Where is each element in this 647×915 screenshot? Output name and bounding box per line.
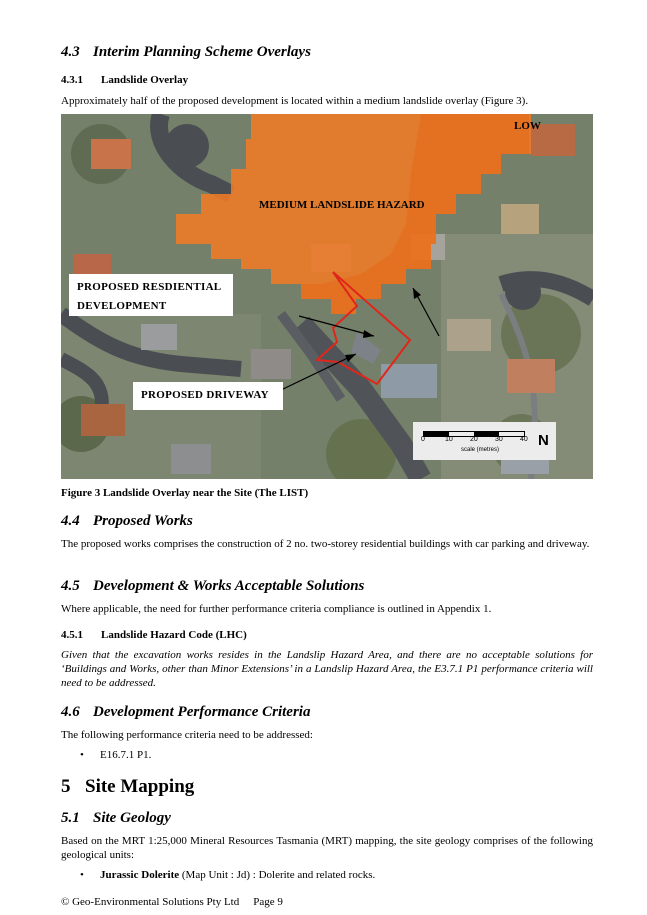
subsection-heading-4-3-1 <box>61 74 188 86</box>
subsection-title: Landslide Hazard Code (LHC) <box>101 629 247 641</box>
scale-tick: 40 <box>520 436 528 443</box>
bullet-text: E16.7.1 P1. <box>100 749 152 761</box>
paragraph-criteria: The following performance criteria need to be addressed: <box>61 729 313 741</box>
section-title: Development & Works Acceptable Solutions <box>93 578 365 594</box>
section-heading-4-6 <box>61 704 310 721</box>
development-label-box <box>69 274 233 316</box>
medium-hazard-label: MEDIUM LANDSLIDE HAZARD <box>259 199 425 211</box>
scale-tick: 20 <box>470 436 478 443</box>
development-label-line2: DEVELOPMENT <box>77 300 167 312</box>
section-heading-5 <box>61 776 194 798</box>
section-title: Interim Planning Scheme Overlays <box>93 44 311 60</box>
development-label-line1: PROPOSED RESDIENTIAL <box>77 281 222 293</box>
paragraph-works: The proposed works comprises the construction of 2 no. two-storey residential buildings with car parking and driveway. <box>61 538 590 550</box>
bullet-text: (Map Unit : Jd) : Dolerite and related rocks. <box>179 869 376 881</box>
footer-page-number: Page 9 <box>253 896 283 908</box>
section-title: Development Performance Criteria <box>93 704 311 720</box>
bullet-text-bold: Jurassic Dolerite <box>100 869 180 881</box>
section-title: Site Mapping <box>85 776 195 797</box>
page-footer <box>61 896 283 908</box>
list-item <box>80 749 151 761</box>
section-heading-5-1 <box>61 810 171 827</box>
north-symbol: N <box>538 432 549 449</box>
subsection-number: 4.3.1 <box>61 74 83 86</box>
paragraph-landslide: Approximately half of the proposed development is located within a medium landslide overlay (Figure 3). <box>61 95 529 107</box>
section-title: Proposed Works <box>93 513 193 529</box>
driveway-label: PROPOSED DRIVEWAY <box>141 389 269 401</box>
section-number: 4.6 <box>61 704 80 720</box>
driveway-label-box <box>133 382 283 410</box>
scale-tick: 0 <box>421 436 425 443</box>
figure-caption: Figure 3 Landslide Overlay near the Site (The LIST) <box>61 487 309 499</box>
section-title: Site Geology <box>93 810 171 826</box>
landslide-overlay-map <box>61 114 593 479</box>
section-number: 4.5 <box>61 578 80 594</box>
section-number: 4.4 <box>61 513 80 529</box>
bullet-icon: • <box>80 749 84 761</box>
scale-tick: 10 <box>445 436 453 443</box>
scale-tick: 30 <box>495 436 503 443</box>
subsection-number: 4.5.1 <box>61 629 83 641</box>
paragraph-geology: Based on the MRT 1:25,000 Mineral Resources Tasmania (MRT) mapping, the site geology comprises of the following geological units: <box>61 835 593 861</box>
section-number: 5 <box>61 776 71 797</box>
low-hazard-label: LOW <box>514 120 541 132</box>
section-number: 5.1 <box>61 810 80 826</box>
section-heading-4-3 <box>61 44 311 61</box>
section-number: 4.3 <box>61 44 80 60</box>
paragraph-lhc: Given that the excavation works resides in the Landslip Hazard Area, and there are no acceptable solutions for ‘Buildings and Works, other than Minor Extensions’ in a Landslip Hazard Area, the E3.7.1 P1 performance criteria will need to be addressed. <box>61 649 593 689</box>
subsection-title: Landslide Overlay <box>101 74 189 86</box>
north-arrow-icon <box>538 432 549 449</box>
section-heading-4-4 <box>61 513 193 530</box>
list-item <box>80 869 375 881</box>
subsection-heading-4-5-1 <box>61 629 247 641</box>
paragraph-acceptable: Where applicable, the need for further performance criteria compliance is outlined in Appendix 1. <box>61 603 492 615</box>
scale-bar <box>413 422 556 460</box>
bullet-icon: • <box>80 869 84 881</box>
section-heading-4-5 <box>61 578 364 595</box>
scale-unit: scale (metres) <box>461 447 500 453</box>
footer-company: © Geo-Environmental Solutions Pty Ltd <box>61 896 240 908</box>
